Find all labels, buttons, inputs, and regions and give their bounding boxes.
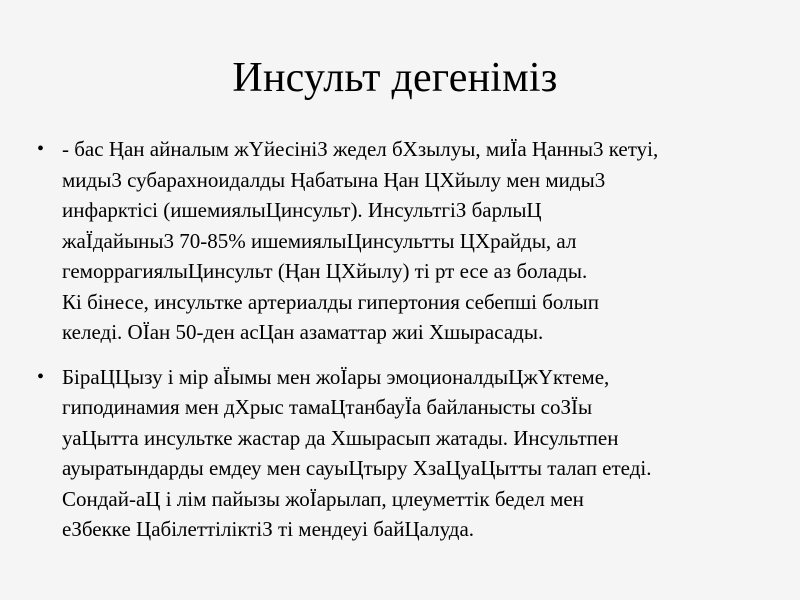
text-line: Сондай-аЦ і лім пайызы жоЇарылап, цлеуметтік бедел мен — [62, 486, 584, 511]
text-line: ауыратындарды емдеу мен сауыЦтыру ХзаЦуаЦытты талап етеді. — [62, 456, 652, 480]
text-line: БіраЦЦызу і мір аЇымы мен жоЇары эмоционалдыЦжҮктеме, — [62, 364, 610, 389]
bullet-item-causes — [34, 134, 794, 348]
slide-title: Инсульт дегеніміз — [232, 55, 558, 101]
text-line: гиподинамия мен дХрыс тамаЦтанбауЇа байланысты соЗЇы — [62, 395, 593, 419]
text-line: уаЦытта инсультке жастар да Хшырасып жатады. Инсультпен — [62, 425, 619, 450]
text-line: Кі бінесе, инсультке артериалды гипертония себепші болып — [62, 289, 599, 314]
bullet-icon: • — [37, 365, 45, 388]
text-line: инфарктісі (ишемиялыЦинсульт). ИнсультгіЗ барлыЦ — [62, 198, 542, 222]
bullet-list — [34, 134, 794, 559]
text-line: келеді. ОЇан 50-ден асЦан азаматтар жиі Хшырасады. — [62, 320, 544, 344]
text-line: миды3 субарахноидалды Ңабатына Ңан ЦХйылу мен миды3 — [62, 167, 606, 192]
text-line: - бас Ңан айналым жҮйесініЗ жедел бХзылуы, миЇа Ңанны3 кетуі, — [62, 137, 659, 161]
text-line: еЗбекке ЦабілеттіліктіЗ ті мендеуі байЦалуда. — [62, 517, 475, 541]
text-line: геморрагиялыЦинсульт (Ңан ЦХйылу) ті рт есе аз болады. — [62, 259, 588, 283]
bullet-icon: • — [37, 138, 45, 160]
bullet-item-young-people — [34, 362, 794, 545]
text-line: жаЇдайыны3 70-85% ишемиялыЦинсультты ЦХрайды, ал — [62, 228, 577, 253]
